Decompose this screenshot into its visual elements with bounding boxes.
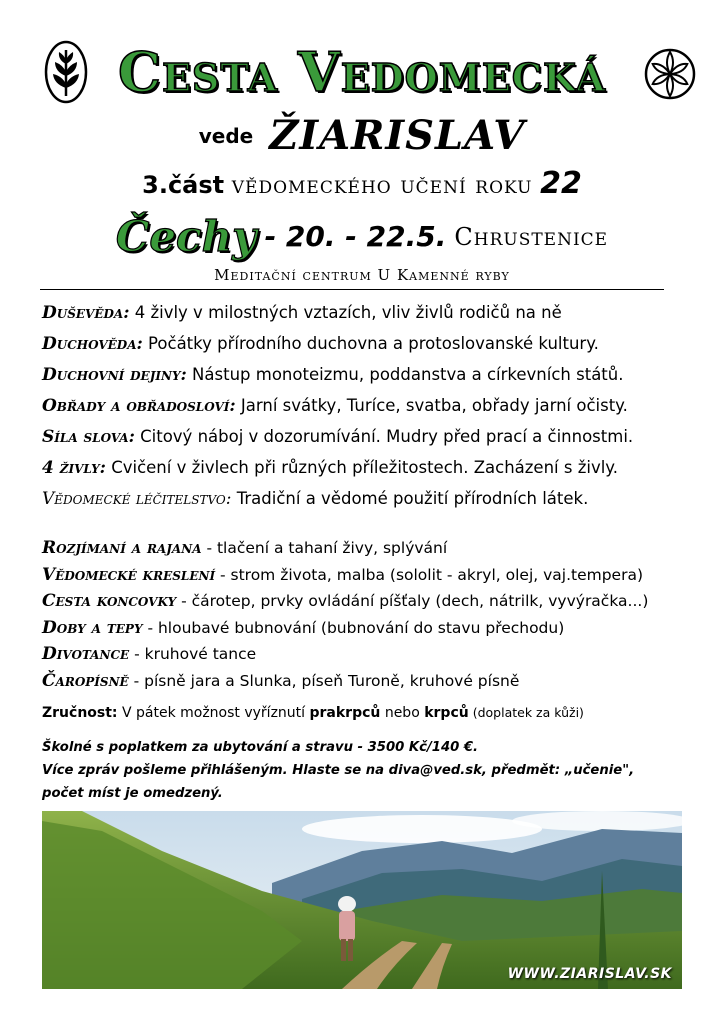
page-title: Cesta Vedomecká: [117, 40, 607, 104]
activity-label: Vědomecké kreslení: [42, 564, 216, 585]
subtitle-part: 3.část: [142, 171, 225, 199]
topic-label: Vědomecké léčitelstvo:: [42, 489, 232, 509]
topic-label: Duchověda:: [42, 334, 143, 354]
skill-item: krpců: [424, 705, 469, 721]
topic-text: Tradiční a vědomé použití přírodních látek.: [231, 489, 589, 508]
topic-label: Duchovní dejiny:: [42, 365, 187, 385]
event-dates: - 20. - 22.5.: [264, 220, 447, 253]
topic-text: 4 živly v milostných vztazích, vliv živlů rodičů na ně: [129, 303, 562, 322]
skill-item: prakrpců: [309, 705, 381, 721]
activity-text: - kruhové tance: [129, 645, 257, 663]
activity-label: Rozjímaní a rajana: [42, 538, 202, 558]
skill-text: nebo: [380, 705, 425, 721]
divider: [40, 289, 664, 290]
landscape-photo: [42, 811, 682, 989]
activity-text: - písně jara a Slunka, píseň Turoně, kruhové písně: [128, 671, 520, 690]
topic-label: Duševěda:: [42, 303, 130, 323]
dateline: [0, 212, 724, 261]
activity-item: [42, 562, 692, 589]
byline: [0, 112, 724, 159]
skill-line: [42, 705, 692, 721]
topic-text: Citový náboj v dozorumívání. Mudry před prací a činnostmi.: [134, 427, 634, 446]
flower-of-life-icon: [644, 48, 696, 100]
activity-text: - čárotep, prvky ovládání píšťaly (dech, nátrilk, vyvýračka...): [176, 592, 649, 610]
landscape-illustration: [42, 811, 682, 989]
topic-item: [42, 452, 682, 483]
activity-item: [42, 535, 692, 562]
info-line: počet míst je omedzený.: [42, 786, 223, 801]
activity-label: Čaropísně: [42, 670, 129, 691]
activity-item: [42, 641, 692, 668]
topic-label: Obřady a obřadosloví:: [42, 396, 236, 416]
byline-prefix: vede: [198, 123, 254, 148]
topic-text: Nástup monoteizmu, poddanstva a církevních států.: [186, 365, 624, 384]
activity-text: - tlačení a tahaní živy, splývání: [201, 539, 448, 557]
topic-label: Síla slova:: [42, 427, 135, 447]
topic-text: Cvičení v živlech při různých příležitostech. Zacházení s živly.: [105, 458, 618, 477]
topic-item: [42, 390, 682, 421]
topics-list: [42, 297, 682, 514]
subtitle-text: vědomeckého učení roku: [231, 171, 533, 199]
topic-item: [42, 359, 682, 390]
activity-text: - hloubavé bubnování (bubnování do stavu přechodu): [142, 618, 565, 637]
subtitle-year: 22: [540, 166, 582, 201]
author-name: ŽIARISLAV: [269, 112, 526, 159]
activity-label: Divotance: [42, 644, 130, 664]
topic-text: Počátky přírodního duchovna a protoslovanské kultury.: [142, 334, 599, 353]
skill-label: Zručnost:: [42, 705, 118, 721]
activity-label: Doby a tepy: [42, 617, 143, 638]
activity-item: [42, 668, 692, 695]
venue: Meditační centrum U Kamenné ryby: [214, 266, 510, 284]
activity-text: - strom života, malba (sololit - akryl, olej, vaj.tempera): [215, 565, 644, 584]
activity-item: [42, 588, 692, 615]
topic-item: [42, 421, 682, 452]
event-place: Chrustenice: [454, 222, 609, 251]
subtitle: [0, 166, 724, 201]
topic-text: Jarní svátky, Turíce, svatba, obřady jarní očisty.: [235, 396, 628, 415]
topic-item: [42, 328, 682, 359]
topic-label: 4 živly:: [42, 458, 106, 478]
activity-item: [42, 615, 692, 642]
topic-item: [42, 483, 682, 514]
website-url: WWW.ZIARISLAV.SK: [507, 966, 672, 982]
activity-label: Cesta koncovky: [42, 591, 177, 611]
region-name: Čechy: [115, 212, 257, 261]
info-line: Více zpráv pošleme přihlášeným. Hlaste se na diva@ved.sk, předmět: „učenie",: [42, 763, 635, 778]
info-line: Školné s poplatkem za ubytování a stravu - 3500 Kč/140 €.: [42, 740, 479, 755]
activities-list: [42, 535, 692, 694]
skill-text: V pátek možnost vyříznutí: [117, 705, 310, 721]
topic-item: [42, 297, 682, 328]
info-block: [42, 736, 692, 805]
skill-note: (doplatek za kůži): [468, 705, 584, 720]
